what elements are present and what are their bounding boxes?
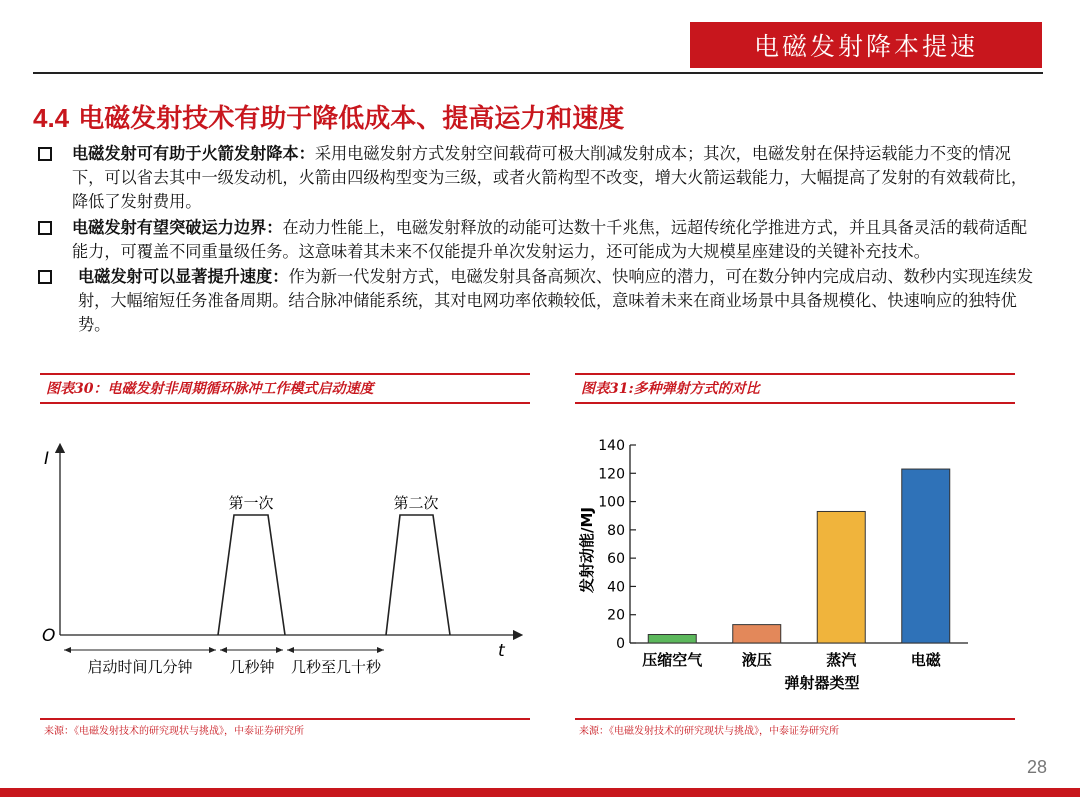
section-number: 4.4 xyxy=(33,103,70,133)
pulse-1-label: 第一次 xyxy=(228,494,274,512)
fig30-top-rule xyxy=(40,373,530,375)
pulse-diagram xyxy=(30,430,530,690)
bullet-list xyxy=(36,142,1036,339)
bar-4 xyxy=(902,469,950,643)
bullet-capacity xyxy=(36,216,1036,264)
pulse-2 xyxy=(386,515,450,635)
y-tick-label: 100 xyxy=(598,494,625,511)
bullet-text: 作为新一代发射方式，电磁发射具备高频次、快响应的潜力，可在数分钟内完成启动、数秒内实现连续发射，大幅缩短任务准备周期。结合脉冲储能系统，其对电网功率依赖较低，意味着未来在商业场景中具备规模化、快速响应的独特优势。 xyxy=(78,267,1034,335)
square-bullet-icon xyxy=(38,147,52,161)
x-category-label: 液压 xyxy=(741,651,772,669)
x-axis-title: 弹射器类型 xyxy=(784,674,860,692)
bar-1 xyxy=(648,635,696,643)
bullet-heading: 电磁发射可以显著提升速度： xyxy=(78,267,289,287)
section-title: 电磁发射技术有助于降低成本、提高运力和速度 xyxy=(78,104,625,134)
fig30-bottom-rule xyxy=(40,718,530,720)
bullet-speed xyxy=(36,265,1036,338)
x-axis-label: t xyxy=(498,641,505,661)
segment-seconds-label: 几秒钟 xyxy=(229,658,275,676)
launch-energy-bar-chart xyxy=(570,430,1015,700)
y-axis-title: 发射动能/MJ xyxy=(578,507,596,593)
fig30-caption: 图表30：电磁发射非周期循环脉冲工作模式启动速度 xyxy=(46,381,374,397)
y-tick-label: 140 xyxy=(598,438,625,454)
fig31-source: 来源：《电磁发射技术的研究现状与挑战》，中泰证券研究所 xyxy=(579,726,839,737)
fig31-top-rule xyxy=(575,373,1015,375)
footer-bar xyxy=(0,788,1080,797)
bullet-text: 在动力性能上，电磁发射释放的动能可达数十千兆焦，远超传统化学推进方式，并且具备灵活的载荷适配能力，可覆盖不同重量级任务。这意味着其未来不仅能提升单次发射运力，还可能成为大规模星座建设的关键补充技术。 xyxy=(72,217,1028,261)
page-title xyxy=(33,98,624,135)
pulse-2-label: 第二次 xyxy=(393,494,439,512)
x-category-label: 蒸汽 xyxy=(826,651,857,669)
y-tick-label: 20 xyxy=(607,607,625,624)
page-number: 28 xyxy=(1026,757,1047,777)
segment-interval-label: 几秒至几十秒 xyxy=(290,658,382,676)
fig31-bottom-rule xyxy=(575,718,1015,720)
bar-3 xyxy=(817,511,865,643)
y-tick-label: 40 xyxy=(607,579,625,596)
bar-2 xyxy=(733,625,781,643)
fig30-caption-rule xyxy=(40,402,530,404)
segment-startup-label: 启动时间几分钟 xyxy=(87,658,193,676)
fig31-caption-rule xyxy=(575,402,1015,404)
y-tick-label: 80 xyxy=(607,522,625,539)
square-bullet-icon xyxy=(38,221,52,235)
y-tick-label: 0 xyxy=(616,636,625,652)
bullet-text: 采用电磁发射方式发射空间载荷可极大削减发射成本；其次，电磁发射在保持运载能力不变的情况下，可以省去其中一级发动机，火箭由四级构型变为三级，或者火箭构型不改变，增大火箭运载能力，大幅提高了发射的有效载荷比，降低了发射费用。 xyxy=(72,144,1028,212)
y-tick-label: 60 xyxy=(607,551,625,568)
bullet-heading: 电磁发射有望突破运力边界： xyxy=(72,217,283,237)
bullet-heading: 电磁发射可有助于火箭发射降本： xyxy=(72,144,315,163)
y-axis-label: I xyxy=(44,449,50,469)
origin-label: O xyxy=(42,626,56,646)
header-divider xyxy=(33,72,1043,74)
y-tick-label: 120 xyxy=(598,466,625,483)
x-category-label: 压缩空气 xyxy=(642,651,703,669)
square-bullet-icon xyxy=(38,270,52,284)
fig30-source: 来源：《电磁发射技术的研究现状与挑战》，中泰证券研究所 xyxy=(44,726,304,737)
bullet-cost xyxy=(36,142,1036,215)
pulse-1 xyxy=(218,515,285,635)
header-banner: 电磁发射降本提速 xyxy=(690,22,1042,68)
x-category-label: 电磁 xyxy=(910,651,941,669)
fig31-caption: 图表31:多种弹射方式的对比 xyxy=(581,381,760,397)
